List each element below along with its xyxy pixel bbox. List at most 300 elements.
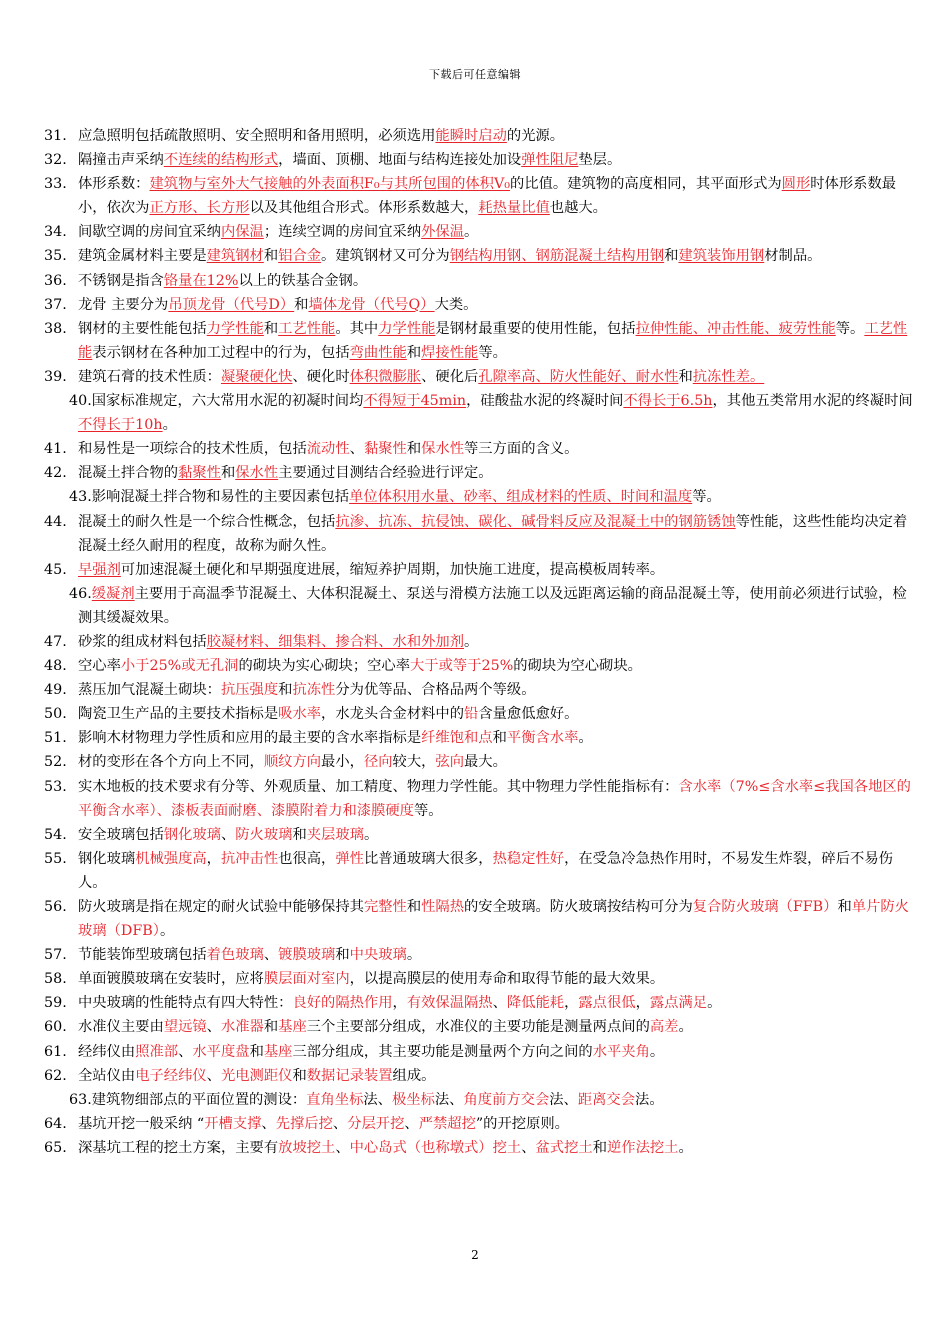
item-number: 64.: [44, 1115, 67, 1132]
item-text: [78, 1068, 435, 1084]
text-segment: ，墙面、顶棚、地面与结构连接处加设: [278, 152, 522, 169]
highlighted-term: 铅: [464, 706, 479, 723]
text-segment: 较大，: [392, 754, 436, 771]
text-segment: 。其中: [335, 320, 379, 337]
text-segment: 的安全玻璃。防火玻璃按结构可分为: [464, 899, 693, 915]
text-segment: 。: [678, 1139, 693, 1156]
item-number: 56.: [44, 899, 67, 915]
text-segment: ，以提高膜层的使用寿命和取得节能的最大效果。: [349, 971, 665, 988]
text-segment: 和: [263, 1019, 279, 1036]
text-segment: 时体形系数最小，依次为: [78, 176, 897, 217]
text-segment: 含量愈低愈好。: [478, 706, 579, 723]
item-number: 50.: [44, 706, 67, 723]
text-segment: 陶瓷卫生产品的主要技术指标是: [78, 706, 279, 723]
item-number: 48.: [44, 658, 67, 675]
item-number: 44.: [44, 513, 67, 530]
item-number: 54.: [44, 826, 67, 843]
highlighted-term: 纤维饱和点: [421, 730, 493, 747]
highlighted-term: 膜层面对室内: [263, 971, 350, 988]
text-segment: 建筑石膏的技术性质：: [78, 368, 221, 385]
item-text: [78, 754, 507, 770]
highlighted-term: 顺纹方向: [263, 754, 322, 771]
text-segment: 隔撞击声采纳: [78, 152, 164, 169]
text-segment: 主要用于高温季节混凝土、大体积混凝土、泵送与滑模方法施工以及远距离运输的商品混凝土等，使用前必须进行试验，检测其缓凝效果。: [78, 585, 907, 626]
highlighted-term: 着色玻璃: [206, 947, 264, 964]
item-text: [78, 562, 664, 578]
highlighted-term: 角度前方交会: [463, 1091, 550, 1108]
item-text: [78, 779, 911, 819]
highlighted-term: 钢结构用钢、钢筋混凝土结构用钢: [449, 248, 665, 265]
text-segment: 、: [349, 441, 364, 458]
text-segment: 和: [292, 826, 307, 843]
highlighted-term: 中心岛式（也称墩式）挖土: [349, 1139, 522, 1156]
text-segment: 等。: [413, 802, 443, 819]
list-item: [0, 389, 950, 437]
highlighted-term: 小于25%或无孔洞: [120, 658, 239, 675]
list-item: [0, 485, 950, 509]
highlighted-term: 保水性: [421, 441, 465, 458]
highlighted-term: 不得长于6.5h: [623, 393, 713, 410]
text-segment: ，: [564, 995, 579, 1012]
text-segment: ”的开挖原则。: [475, 1115, 569, 1132]
item-text: [78, 682, 536, 698]
text-segment: 。: [464, 224, 479, 241]
highlighted-term: 盆式挖土: [535, 1139, 593, 1156]
highlighted-term: 水准器: [220, 1019, 264, 1036]
item-number: 46.: [69, 585, 92, 602]
highlighted-term: 抗压强度: [220, 682, 279, 699]
item-text: [78, 971, 664, 987]
list-item: [0, 654, 950, 678]
item-text: [78, 947, 421, 963]
highlighted-term: 外保温: [421, 224, 465, 241]
highlighted-term: 分层开挖: [347, 1115, 405, 1132]
item-number: 41.: [44, 441, 67, 458]
text-segment: 影响木材物理力学性质和应用的最主要的含水率指标是: [78, 730, 422, 747]
text-segment: 也很高，: [278, 850, 336, 867]
text-segment: 建筑金属材料主要是: [78, 248, 207, 265]
list-item: [0, 437, 950, 461]
item-text: [78, 297, 477, 313]
highlighted-term: 逆作法挖土: [606, 1139, 679, 1156]
item-text: [0, 582, 920, 630]
text-segment: 混凝土拌合物的: [78, 465, 179, 482]
item-text: [0, 389, 920, 437]
item-number: 55.: [44, 850, 67, 867]
item-text: [78, 658, 642, 674]
text-segment: 等性能，这些性能均决定着混凝土经久耐用的程度，故称为耐久性。: [78, 513, 908, 554]
item-number: 42.: [44, 465, 67, 482]
list-item: [0, 823, 950, 847]
highlighted-term: 基座: [263, 1043, 293, 1060]
list-item: [0, 991, 950, 1015]
item-text: [78, 128, 564, 144]
text-segment: 龙骨 主要分为: [78, 296, 169, 313]
text-segment: 、: [521, 1139, 536, 1156]
item-number: 51.: [44, 730, 67, 747]
text-segment: ；连续空调的房间宜采纳: [263, 224, 422, 241]
text-segment: ，: [635, 995, 650, 1012]
text-segment: 、: [263, 947, 279, 964]
text-segment: 、硬化时: [292, 368, 350, 385]
highlighted-term: 拉伸性能、冲击性能、疲劳性能: [635, 320, 836, 337]
list-item: [0, 244, 950, 268]
list-item: [0, 630, 950, 654]
text-segment: 的砌块为空心砌块。: [513, 658, 642, 675]
highlighted-term: 有效保温隔热: [406, 995, 493, 1012]
highlighted-term: 力学性能: [378, 320, 436, 337]
list-item: [0, 1112, 950, 1136]
text-segment: 组成。: [392, 1067, 436, 1084]
highlighted-term: 早强剂: [78, 561, 121, 578]
text-segment: 大类。: [434, 296, 478, 313]
highlighted-term: 工艺性能: [78, 320, 908, 361]
text-segment: 和: [406, 441, 422, 458]
list-item: [0, 148, 950, 172]
text-segment: 钢化玻璃: [78, 850, 136, 867]
text-segment: 法、: [434, 1091, 464, 1108]
text-segment: 和易性是一项综合的技术性质，包括: [78, 441, 307, 458]
item-text: [0, 485, 920, 509]
text-segment: 全站仪由: [78, 1067, 136, 1084]
highlighted-term: 抗渗、抗冻、抗侵蚀、碳化、碱骨料反应及混凝土中的钢筋锈蚀: [335, 513, 736, 530]
item-text: [78, 1044, 664, 1060]
item-text: [78, 465, 493, 481]
highlighted-term: 弹性: [335, 850, 364, 867]
item-text: [78, 995, 721, 1011]
item-number: 37.: [44, 296, 67, 313]
text-segment: 和: [278, 682, 293, 699]
text-segment: 影响混凝土拌合物和易性的主要因素包括: [91, 489, 350, 506]
text-segment: 等。: [478, 344, 507, 361]
highlighted-term: 耗热量比值: [478, 200, 550, 217]
text-segment: 法。: [635, 1091, 664, 1108]
text-segment: 、: [206, 1019, 221, 1036]
text-segment: 钢材的主要性能包括: [78, 320, 207, 337]
highlighted-term: 弦向: [435, 754, 465, 771]
text-segment: 。: [578, 730, 593, 747]
highlighted-term: 焊接性能: [421, 344, 479, 361]
highlighted-term: 极坐标: [391, 1091, 435, 1108]
highlighted-term: 缓凝剂: [91, 585, 135, 602]
text-segment: 垫层。: [578, 152, 622, 169]
highlighted-term: 水平度盘: [192, 1043, 250, 1060]
text-segment: 材制品。: [764, 248, 822, 265]
item-number: 31.: [44, 128, 67, 144]
text-segment: 表示钢材在各种加工过程中的行为，包括: [92, 344, 350, 361]
highlighted-term: 照准部: [135, 1043, 179, 1060]
highlighted-term: 建筑装饰用钢: [678, 248, 765, 265]
item-text: [78, 224, 478, 240]
highlighted-term: 不得短于45min: [363, 393, 467, 410]
highlighted-term: 凝聚硬化快: [220, 368, 293, 385]
item-number: 47.: [44, 633, 67, 650]
list-item: [0, 1136, 950, 1160]
item-number: 61.: [44, 1043, 67, 1060]
text-segment: 、: [492, 995, 507, 1012]
text-segment: 经纬仪由: [78, 1043, 136, 1060]
item-text: [78, 176, 896, 216]
item-number: 39.: [44, 368, 67, 385]
highlighted-term: 完整性: [363, 899, 407, 915]
highlighted-term: 内保温: [220, 224, 264, 241]
highlighted-term: 含水率（7%≤含水率≤我国各地区的平衡含水率）、漆板表面耐磨、漆膜附着力和漆膜硬度: [78, 778, 911, 819]
text-segment: 砂浆的组成材料包括: [78, 633, 207, 650]
text-segment: 。: [678, 1019, 693, 1036]
list-item: [0, 678, 950, 702]
list-item: [0, 967, 950, 991]
item-number: 60.: [44, 1019, 67, 1036]
page-header: 下载后可任意编辑: [429, 68, 521, 81]
list-item: [0, 558, 950, 582]
item-number: 58.: [44, 971, 67, 988]
text-segment: 的砌块为实心砌块；空心率: [238, 658, 411, 675]
item-number: 65.: [44, 1139, 67, 1156]
highlighted-term: 流动性: [306, 441, 350, 458]
text-segment: ，在受急冷急热作用时，不易发生炸裂，碎后不易伤人。: [78, 850, 893, 891]
item-text: [78, 1019, 693, 1035]
item-number: 34.: [44, 224, 67, 241]
text-segment: 单面镀膜玻璃在安装时，应将: [78, 971, 264, 988]
highlighted-term: 弯曲性能: [349, 344, 407, 361]
item-text: [78, 152, 621, 168]
list-item: [0, 1088, 950, 1112]
text-segment: 和: [335, 947, 350, 964]
highlighted-term: 良好的隔热作用: [292, 995, 393, 1012]
text-segment: 安全玻璃包括: [78, 826, 164, 843]
list-item: [0, 847, 950, 895]
page-number: 2: [471, 1248, 479, 1262]
highlighted-term: 望远镜: [163, 1019, 207, 1036]
highlighted-term: 机械强度高: [135, 850, 207, 867]
highlighted-term: 力学性能: [206, 320, 264, 337]
highlighted-term: 电子经纬仪: [135, 1067, 207, 1084]
list-item: [0, 1040, 950, 1064]
text-segment: ，: [206, 850, 221, 867]
item-text: [78, 369, 764, 385]
text-segment: 、: [206, 1067, 221, 1084]
text-segment: 和: [263, 320, 279, 337]
highlighted-term: 镀膜玻璃: [278, 947, 336, 964]
list-item: [0, 582, 950, 630]
text-segment: 、: [332, 1115, 348, 1132]
highlighted-term: 抗冻性: [292, 682, 336, 699]
text-segment: 、: [335, 1139, 350, 1156]
item-text: [78, 514, 907, 554]
highlighted-term: 数据记录装置: [306, 1067, 393, 1084]
item-number: 62.: [44, 1067, 67, 1084]
list-item: [0, 726, 950, 750]
highlighted-term: 单位体积用水量、砂率、组成材料的性质、时间和温度: [349, 489, 693, 506]
highlighted-term: 放坡挖土: [278, 1139, 336, 1156]
text-segment: 蒸压加气混凝土砌块：: [78, 682, 221, 699]
text-segment: 间歇空调的房间宜采纳: [78, 224, 221, 241]
text-segment: 建筑物细部点的平面位置的测设：: [91, 1091, 307, 1108]
item-text: [78, 248, 821, 264]
item-number: 45.: [44, 561, 67, 578]
item-number: 32.: [44, 152, 67, 169]
text-segment: 基坑开挖一般采纳 “: [78, 1115, 205, 1132]
highlighted-term: 抗冻性差。: [692, 368, 765, 385]
text-segment: 的比值。建筑物的高度相同，其平面形式为: [510, 176, 782, 193]
highlighted-term: 直角坐标: [306, 1091, 364, 1108]
text-segment: 。: [464, 633, 479, 650]
text-segment: 不锈钢是指含: [78, 272, 164, 289]
text-segment: 实木地板的技术要求有分等、外观质量、加工精度、物理力学性能。其中物理力学性能指标有：: [78, 778, 679, 795]
text-segment: 防火玻璃是指在规定的耐火试验中能够保持其: [78, 899, 364, 915]
highlighted-term: 径向: [363, 754, 393, 771]
list-item: [0, 895, 950, 943]
highlighted-term: 抗冲击性: [220, 850, 279, 867]
text-segment: 和: [292, 1067, 307, 1084]
text-segment: 三个主要部分组成，水准仪的主要功能是测量两点间的: [306, 1019, 650, 1036]
document-body: [0, 124, 950, 1160]
highlighted-term: 露点满足: [649, 995, 708, 1012]
item-number: 53.: [44, 778, 67, 795]
text-segment: 材的变形在各个方向上不同，: [78, 754, 264, 771]
text-segment: 。: [159, 923, 175, 940]
text-segment: 等。: [835, 320, 865, 337]
highlighted-term: 高差: [649, 1019, 679, 1036]
list-item: [0, 124, 950, 148]
text-segment: 和: [664, 248, 679, 265]
text-segment: 。: [363, 826, 379, 843]
text-segment: 和: [678, 368, 693, 385]
highlighted-term: 基座: [278, 1019, 307, 1036]
item-text: [78, 1140, 693, 1156]
item-number: 40.: [69, 393, 92, 410]
item-number: 52.: [44, 754, 67, 771]
text-segment: 三部分组成，其主要功能是测量两个方向之间的: [292, 1043, 593, 1060]
highlighted-term: 工艺性能: [278, 320, 336, 337]
highlighted-term: 性隔热: [421, 899, 465, 915]
highlighted-term: 距离交会: [577, 1091, 636, 1108]
item-number: 38.: [44, 320, 67, 337]
text-segment: 和: [492, 730, 507, 747]
list-item: [0, 1015, 950, 1039]
highlighted-term: 大于或等于25%: [410, 658, 514, 675]
highlighted-term: 孔隙率高、防火性能好、耐水性: [478, 368, 679, 385]
highlighted-term: 吊顶龙骨（代号D）: [168, 296, 295, 313]
text-segment: 也越大。: [549, 200, 607, 217]
highlighted-term: 先撑后挖: [275, 1115, 333, 1132]
highlighted-term: 光电测距仪: [220, 1067, 293, 1084]
highlighted-term: 建筑物与室外大气接触的外表面积F₀与其所包围的体积V₀: [149, 176, 511, 193]
text-segment: ，: [392, 995, 407, 1012]
highlighted-term: 黏聚性: [178, 465, 221, 482]
list-item: [0, 775, 950, 823]
highlighted-term: 墙体龙骨（代号Q）: [308, 296, 435, 313]
highlighted-term: 露点很低: [578, 995, 636, 1012]
text-segment: 和: [837, 899, 852, 915]
text-segment: 和: [263, 248, 279, 265]
text-segment: 的光源。: [506, 128, 565, 144]
text-segment: 可加速混凝土硬化和早期强度进展，缩短养护周期，加快施工进度，提高模板周转率。: [120, 561, 665, 578]
list-item: [0, 293, 950, 317]
item-number: 59.: [44, 995, 67, 1012]
highlighted-term: 严禁超挖: [418, 1115, 476, 1132]
text-segment: 。: [707, 995, 722, 1012]
highlighted-term: 降低能耗: [506, 995, 565, 1012]
highlighted-term: 吸水率: [278, 706, 322, 723]
item-text: [78, 899, 909, 939]
text-segment: 混凝土的耐久性是一个综合性概念，包括: [78, 513, 336, 530]
text-segment: 主要通过目测结合经验进行评定。: [278, 465, 493, 482]
text-segment: 等。: [692, 489, 721, 506]
text-segment: 和: [294, 296, 309, 313]
highlighted-term: 钢化玻璃: [163, 826, 221, 843]
highlighted-term: 单片防火玻璃（DFB）: [78, 899, 909, 940]
text-segment: 法、: [363, 1091, 392, 1108]
item-text: [0, 1088, 920, 1112]
highlighted-term: 建筑钢材: [206, 248, 264, 265]
list-item: [0, 750, 950, 774]
text-segment: 和: [406, 899, 422, 915]
text-segment: 空心率: [78, 658, 121, 675]
list-item: [0, 172, 950, 220]
text-segment: 、: [261, 1115, 276, 1132]
list-item: [0, 510, 950, 558]
highlighted-term: 正方形、长方形: [149, 200, 250, 217]
item-number: 35.: [44, 248, 67, 265]
text-segment: 。: [649, 1043, 665, 1060]
item-number: 57.: [44, 947, 67, 964]
list-item: [0, 1064, 950, 1088]
item-text: [78, 634, 478, 650]
list-item: [0, 702, 950, 726]
item-number: 63.: [69, 1091, 92, 1108]
item-number: 36.: [44, 272, 67, 289]
text-segment: 深基坑工程的挖土方案，主要有: [78, 1139, 279, 1156]
text-segment: 、: [178, 1043, 193, 1060]
text-segment: 。: [162, 417, 177, 434]
highlighted-term: 保水性: [235, 465, 279, 482]
highlighted-term: 能瞬时启动: [435, 128, 507, 144]
highlighted-term: 开槽支撑: [204, 1115, 262, 1132]
text-segment: 、硬化后: [421, 368, 479, 385]
list-item: [0, 365, 950, 389]
item-number: 43.: [69, 489, 92, 506]
item-text: [78, 827, 378, 843]
highlighted-term: 铝合金: [278, 248, 322, 265]
text-segment: 应急照明包括疏散照明、安全照明和备用照明，必须选用: [78, 128, 436, 144]
list-item: [0, 317, 950, 365]
text-segment: 、: [220, 826, 236, 843]
text-segment: 以及其他组合形式。体形系数越大，: [249, 200, 479, 217]
text-segment: 以上的铁基合金钢。: [238, 272, 368, 289]
list-item: [0, 943, 950, 967]
highlighted-term: 铬量在12%: [163, 272, 239, 289]
text-segment: 比普通玻璃大很多，: [363, 850, 493, 867]
text-segment: 水准仪主要由: [78, 1019, 164, 1036]
text-segment: 是钢材最重要的使用性能，包括: [435, 320, 636, 337]
text-segment: 节能装饰型玻璃包括: [78, 947, 207, 964]
item-text: [78, 1116, 569, 1132]
text-segment: 中央玻璃的性能特点有四大特性：: [78, 995, 293, 1012]
highlighted-term: 平衡含水率: [506, 730, 579, 747]
list-item: [0, 220, 950, 244]
item-text: [78, 730, 593, 746]
text-segment: 。建筑钢材又可分为: [321, 248, 450, 265]
highlighted-term: 复合防火玻璃（FFB）: [692, 899, 838, 915]
highlighted-term: 圆形: [781, 176, 811, 193]
text-segment: 最大。: [464, 754, 507, 771]
highlighted-term: 黏聚性: [363, 441, 407, 458]
highlighted-term: 不连续的结构形式: [163, 152, 279, 169]
list-item: [0, 269, 950, 293]
text-segment: ，硅酸盐水泥的终凝时间: [466, 393, 624, 410]
item-text: [78, 706, 578, 722]
